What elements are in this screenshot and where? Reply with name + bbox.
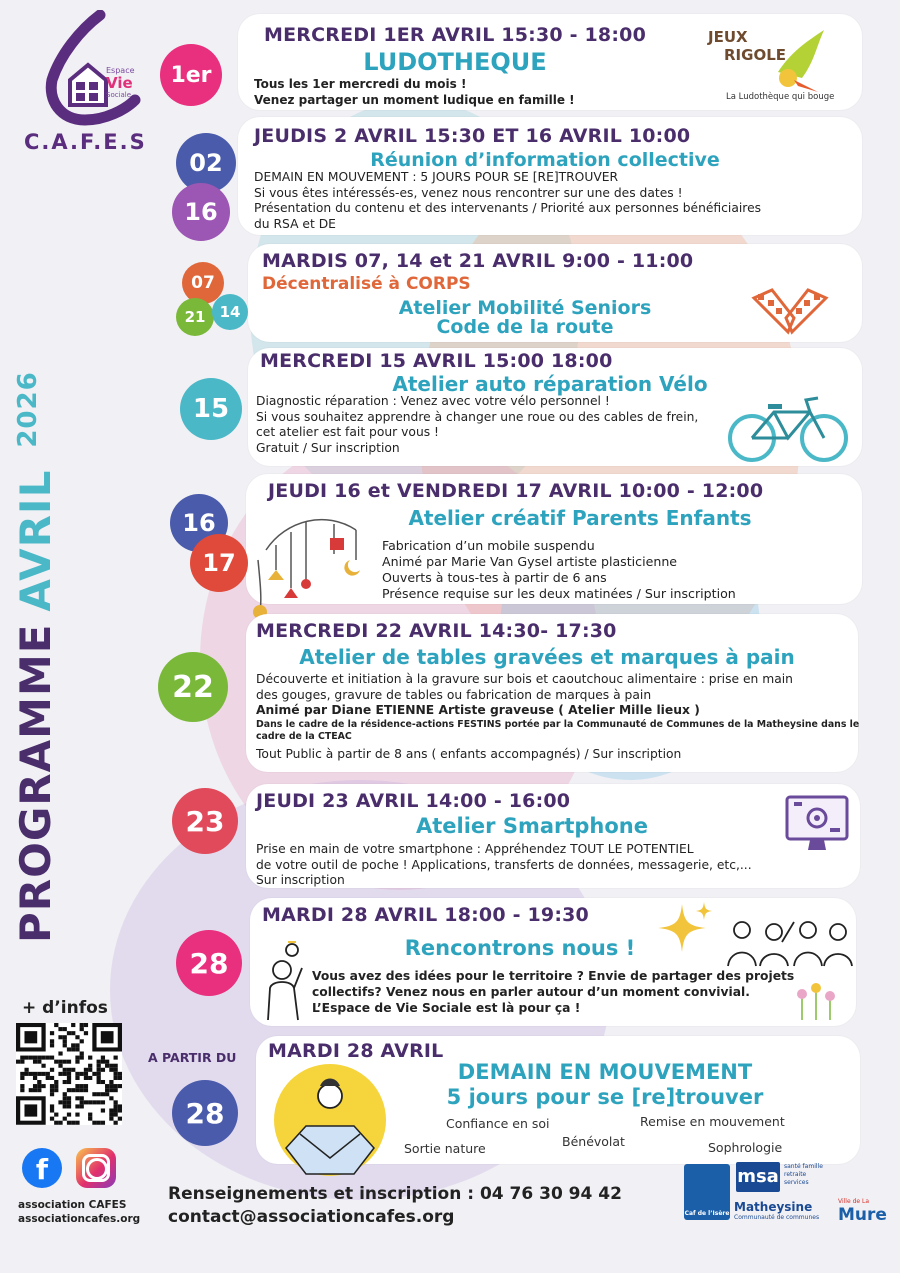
event-badge: 1er bbox=[160, 44, 222, 106]
people-group-illustration bbox=[722, 912, 856, 968]
event-location: Décentralisé à CORPS bbox=[262, 274, 471, 294]
event-badge: 16 bbox=[170, 494, 228, 552]
theme-word: Sortie nature bbox=[404, 1141, 486, 1156]
event-badge: 21 bbox=[176, 298, 214, 336]
event-title: Atelier créatif Parents Enfants bbox=[408, 506, 752, 530]
event-title-line2: Code de la route bbox=[436, 316, 614, 338]
event-description: DEMAIN EN MOUVEMENT : 5 JOURS POUR SE [RE]TROUVER Si vous êtes intéressés-es, venez nous rencontrer sur une des dates ! Présentation du contenu et des intervenants / Priorité aux personnes bénéficiaires du RSA et DE bbox=[254, 170, 762, 231]
theme-word: Sophrologie bbox=[708, 1140, 783, 1155]
event-description: Découverte et initiation à la gravure sur bois et caoutchouc alimentaire : prise en main des gouges, gravure de tables ou fabrication de marques à pain Animé par Diane ETIENNE Artiste graveuse ( Atelier Mille lieux ) Dans le cadre de la résidence-actions FESTINS portée par la Communauté de Communes de la Matheysine dans le cadre de la CTEAC Tout Public à partir de 8 ans ( enfants accompagnés) / Sur inscription bbox=[256, 672, 860, 761]
event-description: Vous avez des idées pour le territoire ? Envie de partager des projets collectifs? Venez nous en parler autour d’un moment convivial. L’Espace de Vie Sociale est là pour ça ! bbox=[312, 969, 795, 1015]
event-description: Fabrication d’un mobile suspendu Animé par Marie Van Gysel artiste plasticienne Ouverts à tous-tes à partir de 6 ans Présence requise sur les deux matinées / Sur inscription bbox=[382, 538, 736, 601]
event-badge: 28 bbox=[176, 930, 242, 996]
infos-label: + d’infos bbox=[22, 998, 108, 1018]
event-date: MARDI 28 AVRIL 18:00 - 19:30 bbox=[262, 904, 589, 926]
event-title: LUDOTHEQUE bbox=[363, 48, 547, 76]
event-date: JEUDIS 2 AVRIL 15:30 ET 16 AVRIL 10:00 bbox=[254, 125, 691, 147]
theme-word: Remise en mouvement bbox=[640, 1114, 785, 1129]
sparkle-icon bbox=[654, 900, 714, 956]
event-badge: 07 bbox=[182, 262, 224, 304]
title-year: 2026 bbox=[13, 371, 43, 448]
bicycle-icon bbox=[726, 392, 850, 464]
title-programme: PROGRAMME bbox=[11, 623, 60, 943]
yellow-circle-person-illustration bbox=[270, 1064, 392, 1178]
event-description: Tous les 1er mercredi du mois ! Venez partager un moment ludique en famille ! bbox=[254, 77, 575, 107]
mobile-art-illustration bbox=[246, 500, 376, 620]
theme-word: Confiance en soi bbox=[446, 1116, 550, 1131]
event-description: Diagnostic réparation : Venez avec votre vélo personnel ! Si vous souhaitez apprendre à changer une roue ou des cables de frein, cet atelier est fait pour vous ! Gratuit / Sur inscription bbox=[256, 394, 699, 455]
instagram-icon[interactable] bbox=[76, 1148, 116, 1188]
msa-logo: msa bbox=[736, 1162, 780, 1192]
computer-settings-icon bbox=[784, 794, 850, 856]
svg-text:JEUX: JEUX bbox=[708, 28, 748, 46]
logo-name: C.A.F.E.S bbox=[24, 130, 147, 154]
event-badge: 17 bbox=[190, 534, 248, 592]
event-badge: 23 bbox=[172, 788, 238, 854]
event-title: Réunion d’information collective bbox=[370, 149, 720, 171]
event-title: DEMAIN EN MOUVEMENT bbox=[457, 1060, 753, 1084]
event-title: Atelier Mobilité Seniors bbox=[398, 297, 652, 319]
association-info: association CAFES associationcafes.org bbox=[18, 1199, 141, 1225]
event-date: MARDI 28 AVRIL bbox=[268, 1040, 444, 1062]
event-badge: 22 bbox=[158, 652, 228, 722]
vertical-program-title bbox=[10, 303, 100, 943]
event-badge: 16 bbox=[172, 183, 230, 241]
event-prefix: A PARTIR DU bbox=[148, 1050, 237, 1065]
facebook-icon[interactable]: f bbox=[22, 1148, 62, 1188]
checkered-flags-icon bbox=[748, 288, 832, 336]
event-date: MERCREDI 22 AVRIL 14:30- 17:30 bbox=[256, 620, 617, 642]
caf-logo: Caf de l’Isère bbox=[684, 1164, 730, 1220]
event-title: Rencontrons nous ! bbox=[404, 936, 636, 960]
svg-text:RIGOLE: RIGOLE bbox=[724, 46, 786, 64]
la-mure-logo: Ville de La Mure bbox=[838, 1198, 887, 1225]
flowers-illustration bbox=[792, 982, 842, 1022]
event-date: JEUDI 16 et VENDREDI 17 AVRIL 10:00 - 12:00 bbox=[268, 480, 764, 502]
contact-phone: Renseignements et inscription : 04 76 30 94 42 bbox=[168, 1184, 622, 1204]
event-description: Prise en main de votre smartphone : Appréhendez TOUT LE POTENTIEL de votre outil de poche ! Applications, transferts de données, messagerie, etc,... Sur inscription bbox=[256, 842, 752, 887]
matheysine-logo: Matheysine Communauté de communes bbox=[734, 1200, 820, 1221]
svg-text:Sociale: Sociale bbox=[106, 91, 132, 99]
svg-text:Espace: Espace bbox=[106, 66, 135, 75]
person-lightbulb-illustration bbox=[258, 938, 308, 1022]
svg-text:Vie: Vie bbox=[106, 74, 133, 92]
event-badge: 15 bbox=[180, 378, 242, 440]
msa-subtitle: santé famille retraite services bbox=[784, 1163, 823, 1186]
event-badge: 02 bbox=[176, 133, 236, 193]
event-date: MERCREDI 15 AVRIL 15:00 18:00 bbox=[260, 350, 613, 372]
event-badge: 28 bbox=[172, 1080, 238, 1146]
event-title: Atelier de tables gravées et marques à pain bbox=[299, 645, 795, 669]
event-badge: 14 bbox=[212, 294, 248, 330]
qr-code[interactable] bbox=[16, 1023, 122, 1125]
title-month: AVRIL bbox=[11, 469, 60, 612]
event-title: Atelier Smartphone bbox=[415, 814, 648, 838]
event-title-line2: 5 jours pour se [re]trouver bbox=[446, 1085, 764, 1109]
contact-email[interactable]: contact@associationcafes.org bbox=[168, 1207, 455, 1227]
event-title: Atelier auto réparation Vélo bbox=[392, 372, 708, 396]
event-date: MARDIS 07, 14 et 21 AVRIL 9:00 - 11:00 bbox=[262, 250, 694, 272]
event-date: JEUDI 23 AVRIL 14:00 - 16:00 bbox=[256, 790, 571, 812]
event-date: MERCREDI 1ER AVRIL 15:30 - 18:00 bbox=[264, 24, 646, 46]
theme-word: Bénévolat bbox=[562, 1134, 625, 1149]
jeux-rigole-logo: JEUX RIGOLE La Ludothèque qui bouge bbox=[708, 28, 835, 102]
